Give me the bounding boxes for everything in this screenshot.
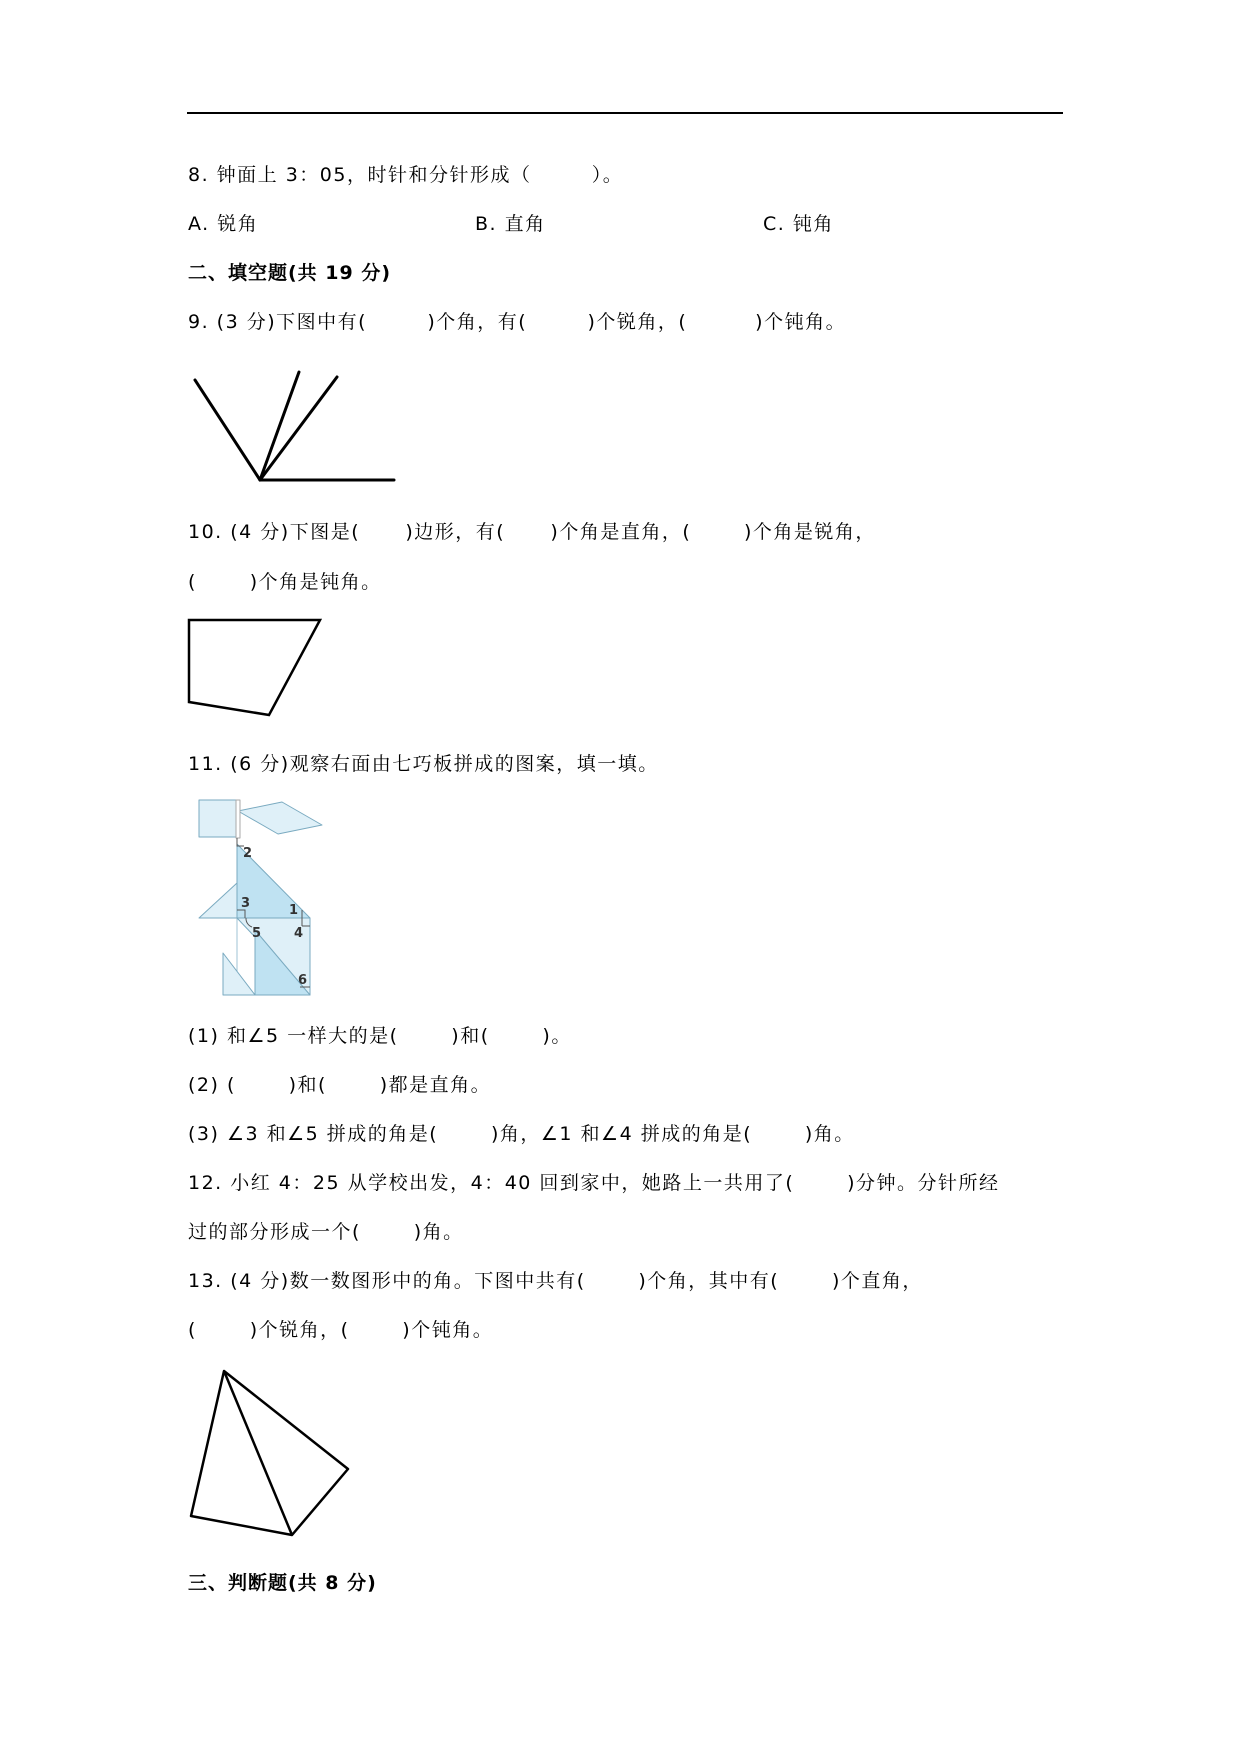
q13-quadrilateral	[191, 1371, 348, 1535]
tangram-label-3: 3	[241, 896, 251, 911]
q11-stem: 11. (6 分)观察右面由七巧板拼成的图案，填一填。	[188, 753, 659, 775]
q9-angles-figure	[188, 368, 408, 488]
section-3-title: 三、判断题(共 8 分)	[188, 1572, 377, 1594]
tangram-gap	[236, 800, 240, 838]
q13-line-1: 13. (4 分)数一数图形中的角。下图中共有( )个角，其中有( )个直角，	[188, 1270, 923, 1292]
q9-ray-left	[195, 380, 260, 480]
q8-stem: 8. 钟面上 3：05，时针和分针形成（ ）。	[188, 164, 624, 186]
tangram-label-6: 6	[298, 973, 308, 988]
q11-sub-2: (2) ( )和( )都是直角。	[188, 1074, 492, 1096]
tangram-parallelogram	[238, 802, 322, 834]
q12-line-2: 过的部分形成一个( )角。	[188, 1221, 464, 1243]
q13-diagonal	[224, 1371, 292, 1535]
q8-option-b: B. 直角	[475, 213, 546, 235]
q8-option-c: C. 钝角	[763, 213, 834, 235]
q10-line-2: ( )个角是钝角。	[188, 571, 382, 593]
q8-option-a: A. 锐角	[188, 213, 259, 235]
q11-sub-3: (3) ∠3 和∠5 拼成的角是( )角，∠1 和∠4 拼成的角是( )角。	[188, 1123, 855, 1145]
q10-quadrilateral	[189, 620, 320, 715]
tangram-label-1: 1	[289, 903, 299, 918]
tangram-small-triangle-left	[199, 883, 237, 918]
q9-stem: 9. (3 分)下图中有( )个角，有( )个锐角，( )个钝角。	[188, 311, 847, 333]
q9-ray-mid	[260, 372, 299, 480]
q11-tangram-figure	[196, 796, 331, 1004]
section-2-title: 二、填空题(共 19 分)	[188, 262, 392, 284]
tangram-label-2: 2	[243, 846, 253, 861]
q10-line-1: 10. (4 分)下图是( )边形，有( )个角是直角，( )个角是锐角，	[188, 521, 876, 543]
tangram-label-5: 5	[252, 926, 262, 941]
tangram-square	[199, 800, 236, 837]
q12-line-1: 12. 小红 4：25 从学校出发，4：40 回到家中，她路上一共用了( )分钟。分针所经	[188, 1172, 1000, 1194]
tangram-small-triangle-bottom	[223, 953, 255, 995]
q9-ray-right	[260, 377, 337, 480]
tangram-label-4: 4	[294, 926, 304, 941]
q10-quadrilateral-figure	[185, 614, 325, 722]
q13-line-2: ( )个锐角，( )个钝角。	[188, 1319, 494, 1341]
q11-sub-1: (1) 和∠5 一样大的是( )和( )。	[188, 1025, 572, 1047]
header-rule	[187, 112, 1063, 114]
q13-triangles-figure	[186, 1366, 356, 1541]
